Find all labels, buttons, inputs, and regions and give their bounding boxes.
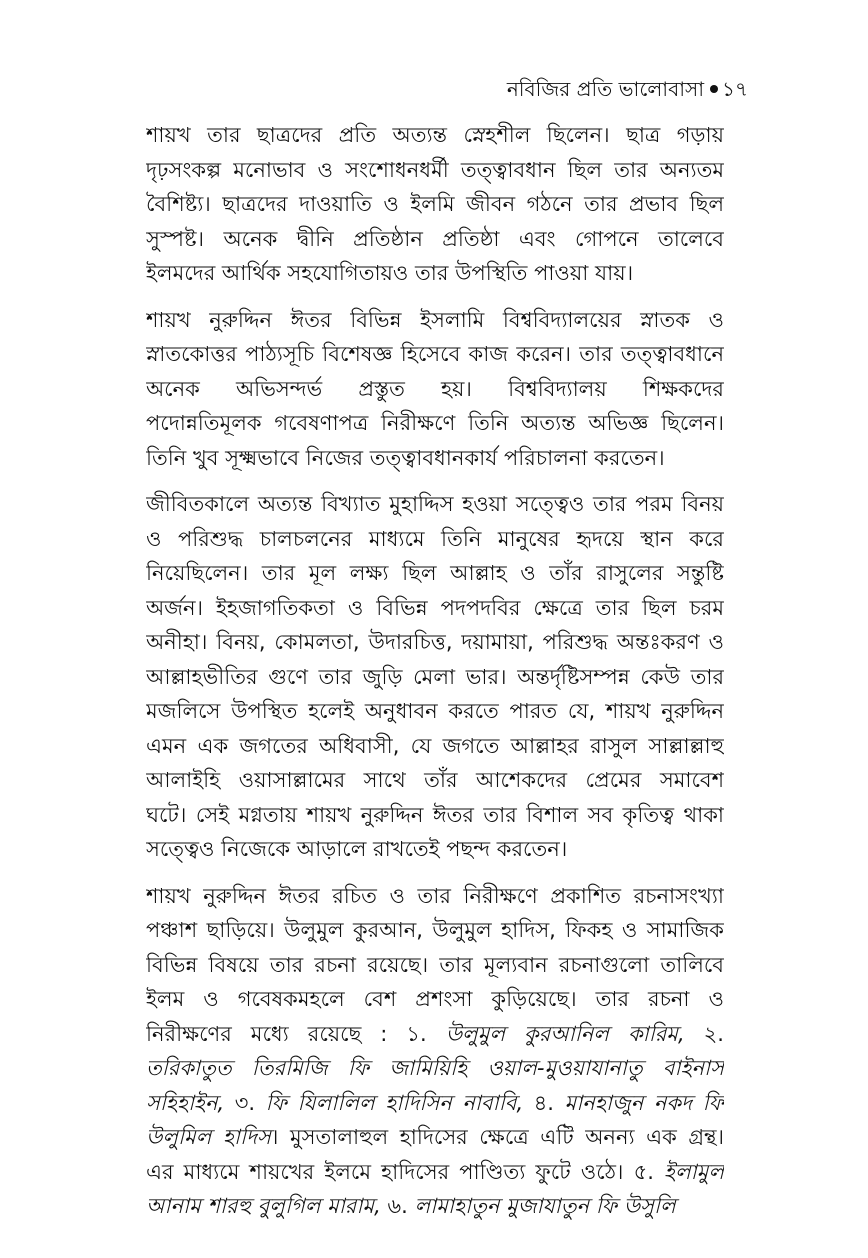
text-segment: ৬. bbox=[380, 1194, 415, 1218]
text-line bbox=[146, 337, 724, 372]
text-segment: । মুসতালাহুল হাদিসের ক্ষেত্রে এটি অনন্য এক গ্রন্থ। bbox=[270, 1125, 724, 1149]
page-number: ১৭ bbox=[722, 77, 748, 101]
text-line bbox=[146, 303, 724, 338]
text-line bbox=[146, 1120, 724, 1155]
text-line bbox=[146, 982, 724, 1017]
paragraph bbox=[146, 118, 724, 291]
text-segment: বৈশিষ্ট্য। ছাত্রদের দাওয়াতি ও ইলমি জীবন গঠনে তার প্রভাব ছিল bbox=[146, 192, 724, 216]
italic-title-segment: তরিকাতুত তিরমিজি ফি জামিয়িহি ওয়াল-মুওয়াযানাতু বাইনাস bbox=[146, 1056, 724, 1080]
text-segment: ঘটে। সেই মগ্নতায় শায়খ নুরুদ্দিন ঈতর তার বিশাল সব কৃতিত্ব থাকা bbox=[146, 802, 724, 827]
text-line bbox=[146, 729, 724, 764]
text-line bbox=[146, 1086, 724, 1121]
text-segment: নিয়েছিলেন। তার মূল লক্ষ্য ছিল আল্লাহ ও তাঁর রাসুলের সন্তুষ্টি bbox=[146, 561, 724, 585]
body-text bbox=[146, 118, 724, 1236]
text-line bbox=[146, 660, 724, 695]
text-segment: ও পরিশুদ্ধ চালচলনের মাধ্যমে তিনি মানুষের হৃদয়ে স্থান করে bbox=[146, 526, 724, 551]
running-header bbox=[507, 76, 748, 102]
text-segment: ইলমদের আর্থিক সহযোগিতায়ও তার উপস্থিতি পাওয়া যায়। bbox=[146, 261, 634, 285]
text-segment: দৃঢ়সংকল্প মনোভাব ও সংশোধনধর্মী তত্ত্বাবধান ছিল তার অন্যতম bbox=[146, 157, 724, 182]
paragraph bbox=[146, 879, 724, 1224]
text-line bbox=[146, 1051, 724, 1086]
header-bullet-icon bbox=[710, 85, 718, 93]
text-segment: সত্ত্বেও নিজেকে আড়ালে রাখতেই পছন্দ করতেন। bbox=[146, 837, 568, 861]
text-segment: অর্জন। ইহজাগতিকতা ও বিভিন্ন পদপদবির ক্ষেত্রে তার ছিল চরম bbox=[146, 595, 724, 620]
text-line bbox=[146, 1017, 724, 1052]
text-line bbox=[146, 153, 724, 188]
text-segment: নিরীক্ষণের মধ্যে রয়েছে : ১. bbox=[146, 1021, 446, 1046]
text-segment: আল্লাহভীতির গুণে তার জুড়ি মেলা ভার। অন্তর্দৃষ্টিসম্পন্ন কেউ তার bbox=[146, 664, 724, 689]
text-segment: ৩. bbox=[224, 1090, 266, 1115]
text-line bbox=[146, 591, 724, 626]
text-segment: তিনি খুব সূক্ষ্মভাবে নিজের তত্ত্বাবধানকার্য পরিচালনা করতেন। bbox=[146, 445, 665, 470]
text-line bbox=[146, 187, 724, 222]
text-line bbox=[146, 556, 724, 591]
text-segment: সুস্পষ্ট। অনেক দ্বীনি প্রতিষ্ঠান প্রতিষ্ঠা এবং গোপনে তালেবে bbox=[146, 226, 724, 251]
text-segment: এর মাধ্যমে শায়খের ইলমে হাদিসের পাণ্ডিত্য ফুটে ওঠে। ৫. bbox=[146, 1159, 665, 1184]
italic-title-segment: উলুমিল হাদিস bbox=[146, 1125, 271, 1149]
italic-title-segment: ইলামুল bbox=[664, 1159, 724, 1184]
text-segment: পঞ্চাশ ছাড়িয়ে। উলুমুল কুরআন, উলুমুল হাদিস, ফিকহ ও সামাজিক bbox=[146, 918, 724, 942]
text-segment: অনীহা। বিনয়, কোমলতা, উদারচিত্ত, দয়ামায়া, পরিশুদ্ধ অন্তঃকরণ ও bbox=[146, 630, 724, 654]
text-segment: আলাইহি ওয়াসাল্লামের সাথে তাঁর আশেকদের প্রেমের সমাবেশ bbox=[146, 768, 724, 792]
italic-title-segment: মানহাজুন নকদ ফি bbox=[564, 1090, 724, 1115]
text-segment: মজলিসে উপস্থিত হলেই অনুধাবন করতে পারত যে, শায়খ নুরুদ্দিন bbox=[146, 699, 724, 723]
text-segment: শায়খ নুরুদ্দিন ঈতর বিভিন্ন ইসলামি বিশ্ববিদ্যালয়ের স্নাতক ও bbox=[146, 307, 724, 332]
italic-title-segment: আনাম শারহু বুলুগিল মারাম, bbox=[146, 1194, 381, 1218]
text-line bbox=[146, 372, 724, 407]
italic-title-segment: সহিহাইন, bbox=[146, 1090, 225, 1115]
text-line bbox=[146, 1189, 724, 1224]
text-segment: শায়খ তার ছাত্রদের প্রতি অত্যন্ত স্নেহশীল ছিলেন। ছাত্র গড়ায় bbox=[146, 123, 724, 147]
text-segment: অনেক অভিসন্দর্ভ প্রস্তুত হয়। বিশ্ববিদ্যালয় শিক্ষকদের bbox=[146, 376, 724, 401]
italic-title-segment: উলুমুল কুরআনিল কারিম, bbox=[445, 1021, 685, 1046]
text-line bbox=[146, 913, 724, 948]
text-line bbox=[146, 256, 724, 291]
text-line bbox=[146, 879, 724, 914]
text-segment: স্নাতকোত্তর পাঠ্যসূচি বিশেষজ্ঞ হিসেবে কাজ করেন। তার তত্ত্বাবধানে bbox=[146, 342, 724, 366]
text-segment: এমন এক জগতের অধিবাসী, যে জগতে আল্লাহর রাসুল সাল্লাল্লাহু bbox=[146, 733, 724, 758]
paragraph bbox=[146, 303, 724, 476]
text-segment: ইলম ও গবেষকমহলে বেশ প্রশংসা কুড়িয়েছে। তার রচনা ও bbox=[146, 987, 724, 1011]
text-line bbox=[146, 1155, 724, 1190]
text-segment: শায়খ নুরুদ্দিন ঈতর রচিত ও তার নিরীক্ষণে প্রকাশিত রচনাসংখ্যা bbox=[146, 883, 724, 908]
text-line bbox=[146, 222, 724, 257]
text-segment: বিভিন্ন বিষয়ে তার রচনা রয়েছে। তার মূল্যবান রচনাগুলো তালিবে bbox=[146, 952, 724, 977]
text-line bbox=[146, 763, 724, 798]
text-line bbox=[146, 118, 724, 153]
italic-title-segment: ফি যিলালিল হাদিসিন নাবাবি, bbox=[265, 1090, 524, 1115]
text-segment: ২. bbox=[684, 1021, 724, 1046]
text-line bbox=[146, 487, 724, 522]
text-segment: ৪. bbox=[523, 1090, 565, 1115]
header-title: নবিজির প্রতি ভালোবাসা bbox=[506, 77, 705, 101]
text-line bbox=[146, 625, 724, 660]
text-line bbox=[146, 406, 724, 441]
text-line bbox=[146, 522, 724, 557]
text-line bbox=[146, 948, 724, 983]
text-segment: পদোন্নতিমূলক গবেষণাপত্র নিরীক্ষণে তিনি অত্যন্ত অভিজ্ঞ ছিলেন। bbox=[146, 411, 724, 435]
italic-title-segment: লামাহাতুন মুজাযাতুন ফি উসুলি bbox=[414, 1194, 676, 1218]
text-line bbox=[146, 694, 724, 729]
text-segment: জীবিতকালে অত্যন্ত বিখ্যাত মুহাদ্দিস হওয়া সত্ত্বেও তার পরম বিনয় bbox=[146, 492, 724, 516]
text-line bbox=[146, 832, 724, 867]
paragraph bbox=[146, 487, 724, 867]
text-line bbox=[146, 798, 724, 833]
text-line bbox=[146, 441, 724, 476]
